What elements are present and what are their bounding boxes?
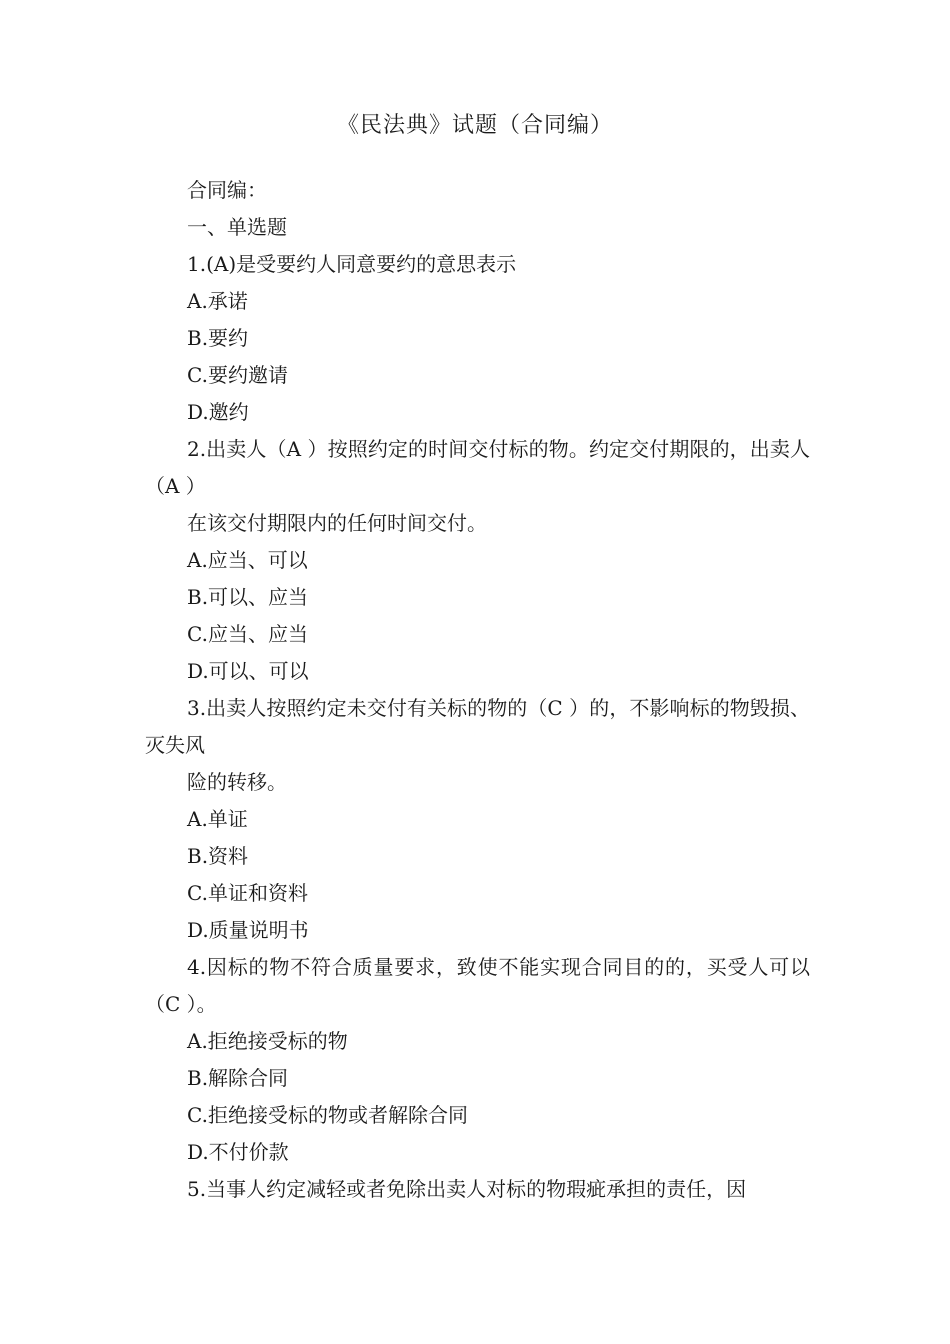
question-2-option-c: C.应当、应当: [187, 622, 308, 646]
question-1-option-a: A.承诺: [187, 289, 248, 313]
question-2-option-b: B.可以、应当: [187, 585, 309, 609]
question-2-option-a: A.应当、可以: [187, 548, 308, 572]
question-1-option-d: D.邀约: [187, 400, 249, 424]
question-4: 4.因标的物不符合质量要求，致使不能实现合同目的的，买受人可以（C ）。: [145, 955, 810, 1016]
question-4-option-d: D.不付价款: [187, 1140, 289, 1164]
document-body: [145, 172, 810, 1208]
question-4-option-b: B.解除合同: [187, 1066, 289, 1090]
subsection-heading: 一、单选题: [187, 215, 287, 239]
question-2-option-d: D.可以、可以: [187, 659, 309, 683]
question-3-option-d: D.质量说明书: [187, 918, 309, 942]
question-4-option-c: C.拒绝接受标的物或者解除合同: [187, 1103, 468, 1127]
question-2: 2.出卖人（A ）按照约定的时间交付标的物。约定交付期限的，出卖人（A ）: [145, 437, 810, 498]
question-1: 1.(A)是受要约人同意要约的意思表示: [187, 252, 517, 276]
question-1-option-b: B.要约: [187, 326, 249, 350]
question-3-option-a: A.单证: [187, 807, 248, 831]
section-heading: 合同编：: [187, 178, 267, 202]
question-4-option-a: A.拒绝接受标的物: [187, 1029, 348, 1053]
document-title: 《民法典》试题（合同编）: [336, 113, 613, 138]
question-3-option-b: B.资料: [187, 844, 249, 868]
question-3-option-c: C.单证和资料: [187, 881, 308, 905]
question-2-continued: 在该交付期限内的任何时间交付。: [187, 511, 487, 535]
question-5: 5.当事人约定减轻或者免除出卖人对标的物瑕疵承担的责任，因: [187, 1177, 747, 1201]
question-3-continued: 险的转移。: [187, 770, 287, 794]
question-1-option-c: C.要约邀请: [187, 363, 288, 387]
question-3: 3.出卖人按照约定未交付有关标的物的（C ）的，不影响标的物毁损、灭失风: [145, 696, 810, 757]
